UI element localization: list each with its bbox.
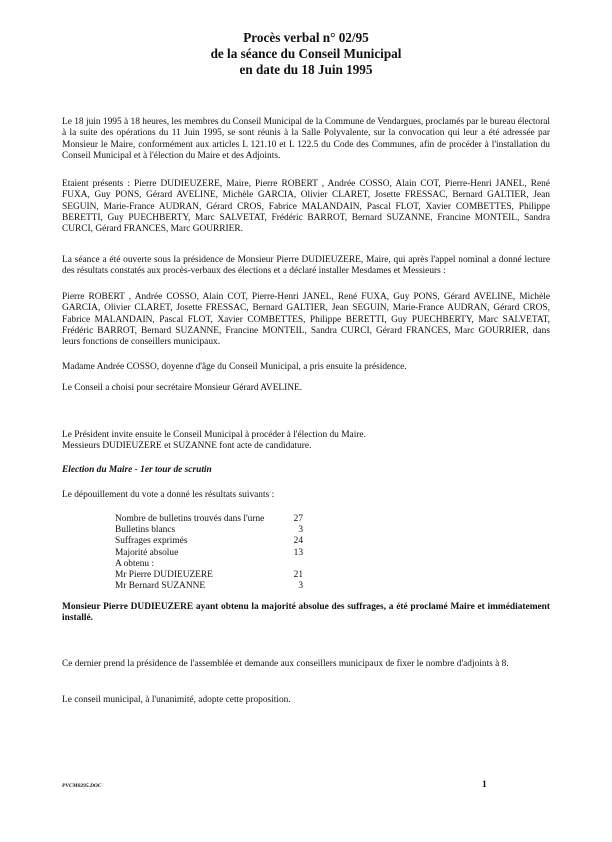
result-label: Bulletins blancs <box>115 525 176 536</box>
doyenne-paragraph: Madame Andrée COSSO, doyenne d'âge du Conseil Municipal, a pris ensuite la présidence. <box>62 362 407 372</box>
result-label: Majorité absolue <box>115 547 179 558</box>
election-heading: Election du Maire - 1er tour de scrutin <box>62 465 212 475</box>
file-reference: PVCM0295.DOC <box>62 783 102 789</box>
unanimite-paragraph: Le conseil municipal, à l'unanimité, adopte cette proposition. <box>62 695 291 705</box>
proclamation-paragraph: Monsieur Pierre DUDIEUZERE ayant obtenu la majorité absolue des suffrages, a été proclamé Maire et immédiatement installé. <box>62 602 550 624</box>
title-line-3: en date du 18 Juin 1995 <box>239 62 373 77</box>
result-label: Mr Bernard SUZANNE <box>115 581 206 592</box>
result-value: 13 <box>293 547 303 558</box>
secretaire-paragraph: Le Conseil a choisi pour secrétaire Monsieur Gérard AVELINE. <box>62 383 303 393</box>
table-row <box>115 559 303 570</box>
table-row <box>115 536 303 547</box>
table-row <box>115 514 303 525</box>
presidence-paragraph: Ce dernier prend la présidence de l'assemblée et demande aux conseillers municipaux de fixer le nombre d'adjoints à 8. <box>62 659 509 669</box>
opening-paragraph: La séance a été ouverte sous la présidence de Monsieur Pierre DUDIEUZERE, Maire, qui après l'appel nominal a donné lecture des résultats constatés aux procès-verbaux des élections et a déclaré installer Mesdames et Messieurs : <box>62 255 550 277</box>
table-row <box>115 570 303 581</box>
result-value: 21 <box>293 570 303 581</box>
document-title <box>0 30 612 78</box>
result-label: A obtenu : <box>115 558 155 569</box>
page-number: 1 <box>482 780 487 790</box>
result-label: Suffrages exprimés <box>115 536 188 547</box>
title-line-1: Procès verbal n° 02/95 <box>243 30 369 45</box>
result-value: 24 <box>293 536 303 547</box>
result-value: 27 <box>293 514 303 524</box>
result-value: 3 <box>298 525 303 536</box>
invite-line-2: Messieurs DUDIEUZERE et SUZANNE font acte de candidature. <box>62 441 312 452</box>
table-row <box>115 548 303 559</box>
installed-paragraph: Pierre ROBERT , Andrée COSSO, Alain COT, Pierre-Henri JANEL, René FUXA, Guy PONS, Gérard AVELINE, Michèle GARCIA, Olivier CLARET, Josette FRESSAC, Bernard GALTIER, Jean SEGUIN, Marie-France AUDRAN, Gérard CROS, Fabrice MALANDAIN, Pascal FLOT, Xavier COMBETTES, Philippe BERETTI, Guy PUECHBERTY, Marc SALVETAT, Frédéric BARROT, Bernard SUZANNE, Francine MONTEIL, Sandra CURCI, Gérard FRANCES, Marc GOURRIER, dans leurs fonctions de conseillers municipaux. <box>62 292 550 348</box>
depouillement-paragraph: Le dépouillement du vote a donné les résultats suivants : <box>62 490 275 500</box>
result-value <box>285 559 303 570</box>
result-label: Mr Pierre DUDIEUZERE <box>115 570 213 581</box>
invite-paragraph <box>62 430 550 453</box>
results-table <box>115 514 303 592</box>
presents-paragraph: Etaient présents : Pierre DUDIEUZERE, Maire, Pierre ROBERT , Andrée COSSO, Alain COT, Pierre-Henri JANEL, René FUXA, Guy PONS, Gérard AVELINE, Michèle GARCIA, Olivier CLARET, Josette FRESSAC, Bernard GALTIER, Jean SEGUIN, Marie-France AUDRAN, Gérard CROS, Fabrice MALANDAIN, Pascal FLOT, Xavier COMBETTES, Philippe BERETTI, Guy PUECHBERTY, Marc SALVETAT, Frédéric BARROT, Bernard SUZANNE, Francine MONTEIL, Sandra CURCI, Gérard FRANCES, Marc GOURRIER. <box>62 179 550 235</box>
table-row <box>115 525 303 536</box>
intro-paragraph: Le 18 juin 1995 à 18 heures, les membres du Conseil Municipal de la Commune de Vendargues, proclamés par le bureau électoral à la suite des opérations du 11 Juin 1995, se sont réunis à la Salle Polyvalente, sur la convocation qui leur a été adressée par Monsieur le Maire, conformément aux articles L 121.10 et L 122.5 du Code des Communes, afin de procéder à l'installation du Conseil Municipal et à l'élection du Maire et des Adjoints. <box>62 117 550 161</box>
title-line-2: de la séance du Conseil Municipal <box>210 46 402 61</box>
table-row <box>115 581 303 592</box>
result-label: Nombre de bulletins trouvés dans l'urne <box>115 514 265 524</box>
invite-line-1: Le Président invite ensuite le Conseil Municipal à procéder à l'élection du Maire. <box>62 430 366 440</box>
result-value: 3 <box>298 581 303 592</box>
